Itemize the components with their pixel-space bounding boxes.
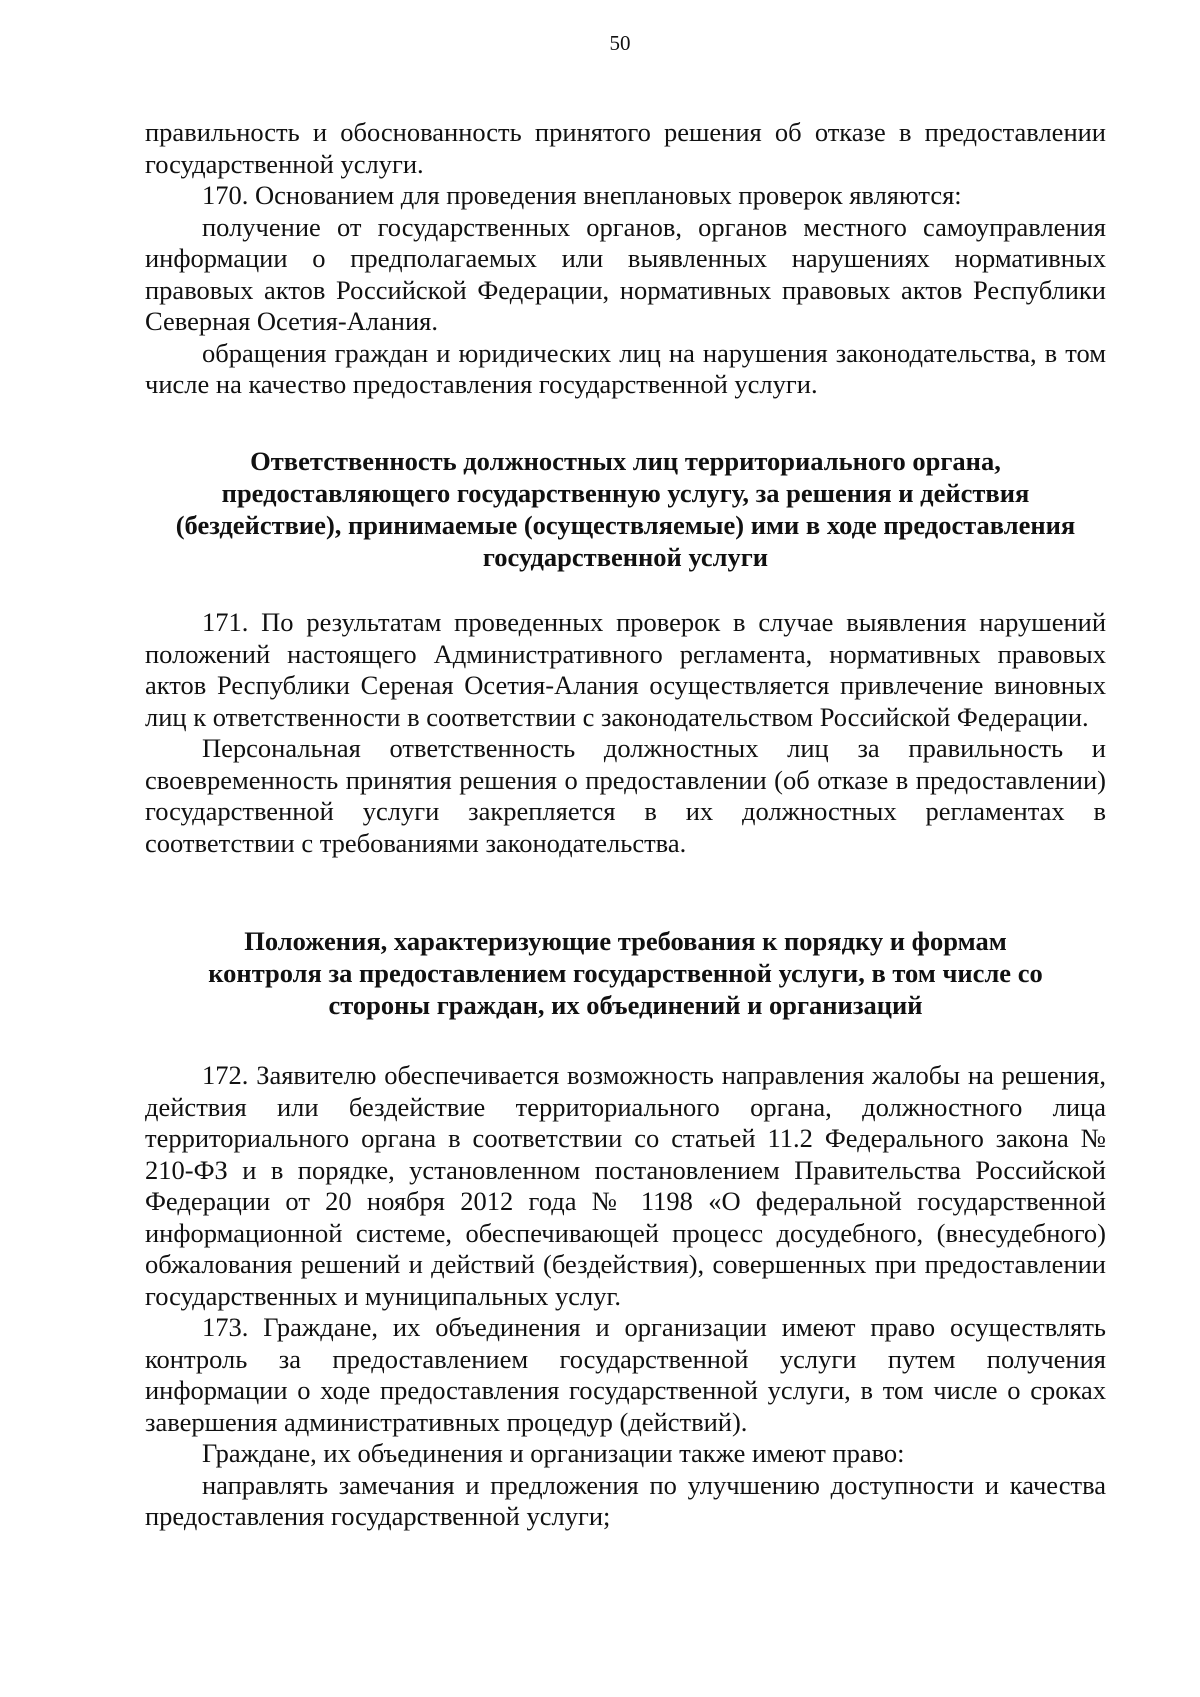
- section-heading-responsibility: [145, 445, 1106, 573]
- heading-line: контроля за предоставлением государственной услуги, в том числе со: [208, 958, 1043, 988]
- paragraph-170-item-2: обращения граждан и юридических лиц на нарушения законодательства, в том числе на качество предоставления государственной услуги.: [145, 337, 1106, 399]
- paragraph-173: 173. Граждане, их объединения и организации имеют право осуществлять контроль за предоставлением государственной услуги путем получения информации о ходе предоставления государственной услуги, в том числе о сроках завершения административных процедур (действий).: [145, 1312, 1106, 1437]
- paragraph-172: 172. Заявителю обеспечивается возможность направления жалобы на решения, действия или бездействие территориального органа, должностного лица территориального органа в соответствии со статьей 11.2 Федерального закона № 210-ФЗ и в порядке, установленном постановлением Правительства Российской Федерации от 20 ноября 2012 года № 1198 «О федеральной государственной информационной системе, обеспечивающей процесс досудебного, (внесудебного) обжалования решений и действий (бездействия), совершенных при предоставлении государственных и муниципальных услуг.: [145, 1060, 1106, 1311]
- heading-line: предоставляющего государственную услугу, за решения и действия: [221, 478, 1030, 508]
- paragraph-citizens-rights-item-1: направлять замечания и предложения по улучшению доступности и качества предоставления государственной услуги;: [145, 1469, 1106, 1531]
- heading-line: Положения, характеризующие требования к порядку и формам: [244, 926, 1007, 956]
- paragraph-continuation: правильность и обоснованность принятого решения об отказе в предоставлении государственной услуги.: [145, 117, 1106, 179]
- paragraph-citizens-rights: Граждане, их объединения и организации также имеют право:: [202, 1438, 905, 1468]
- paragraph-personal-responsibility: Персональная ответственность должностных лиц за правильность и своевременность принятия решения о предоставлении (об отказе в предоставлении) государственной услуги закрепляется в их должностных регламентах в соответствии с требованиями законодательства.: [145, 733, 1106, 858]
- page-number: 50: [609, 31, 631, 55]
- paragraph-170: 170. Основанием для проведения внеплановых проверок являются:: [202, 180, 962, 210]
- heading-line: (бездействие), принимаемые (осуществляемые) ими в ходе предоставления: [175, 510, 1076, 540]
- paragraph-171: 171. По результатам проведенных проверок в случае выявления нарушений положений настоящего Административного регламента, нормативных правовых актов Республики Сереная Осетия-Алания осуществляется привлечение виновных лиц к ответственности в соответствии с законодательством Российской Федерации.: [145, 607, 1106, 732]
- heading-line: государственной услуги: [482, 542, 769, 572]
- heading-line: стороны граждан, их объединений и организаций: [328, 990, 923, 1020]
- paragraph-170-item-1: получение от государственных органов, органов местного самоуправления информации о предполагаемых или выявленных нарушениях нормативных правовых актов Российской Федерации, нормативных правовых актов Республики Северная Осетия-Алания.: [145, 211, 1106, 336]
- text-block-control: [145, 1060, 1106, 1533]
- section-heading-control-requirements: [145, 925, 1106, 1021]
- text-block-verification-grounds: [145, 117, 1106, 401]
- text-block-responsibility: [145, 607, 1106, 859]
- heading-line: Ответственность должностных лиц территориального органа,: [250, 446, 1001, 476]
